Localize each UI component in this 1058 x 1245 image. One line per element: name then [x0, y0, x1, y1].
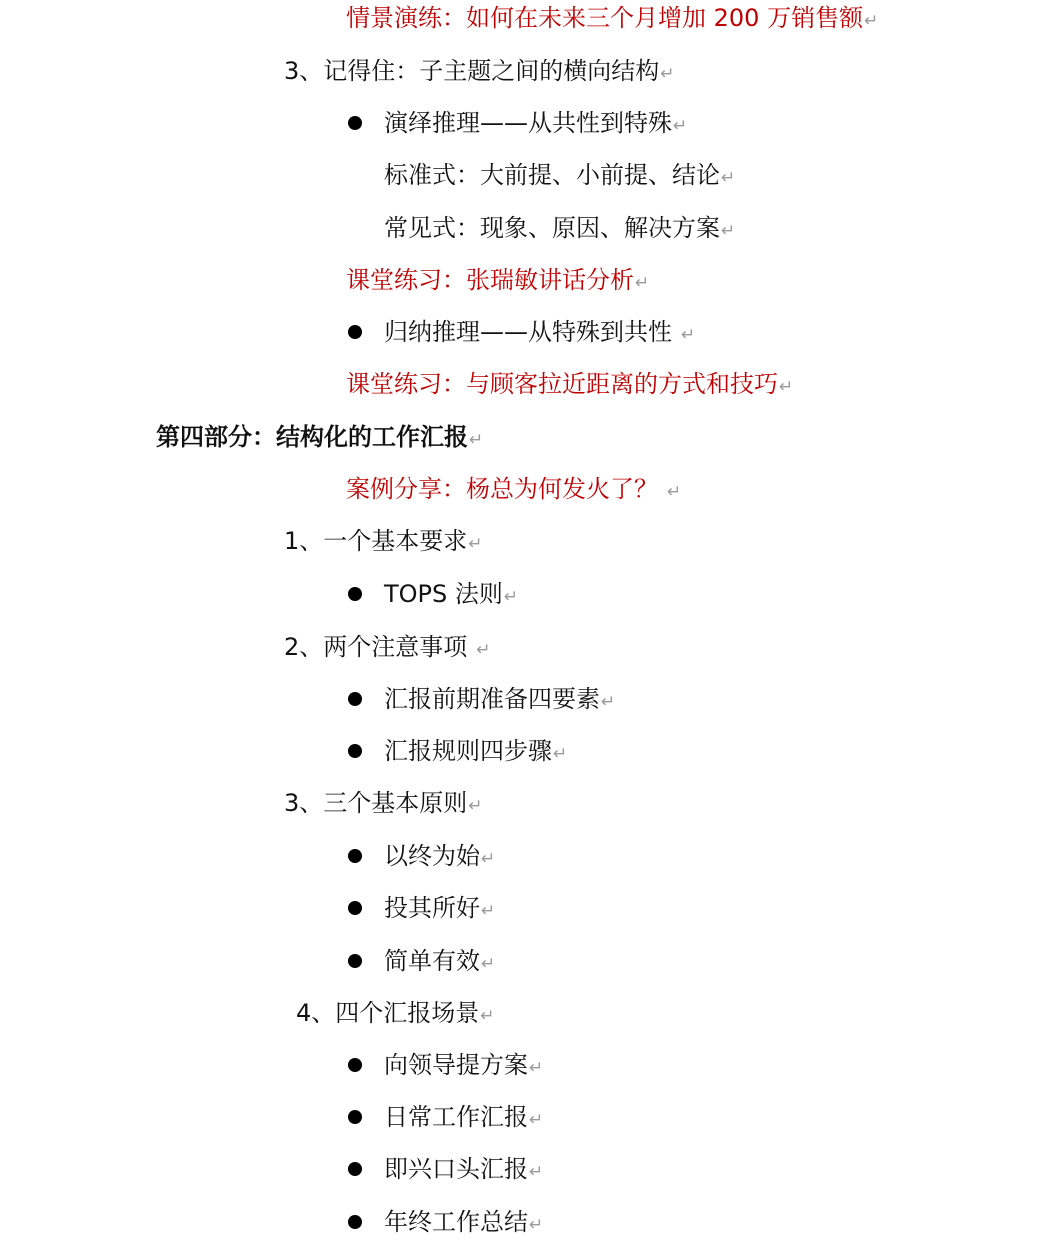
line-text: 投其所好: [384, 894, 480, 922]
paragraph-mark-icon: ↵: [503, 587, 519, 607]
paragraph-mark-icon: ↵: [635, 273, 650, 293]
paragraph-mark-icon: ↵: [529, 1162, 544, 1182]
bullet-item: [0, 836, 1058, 876]
bullet-icon: [348, 1110, 362, 1124]
bullet-item: [0, 941, 1058, 981]
bullet-icon: [348, 325, 362, 339]
line-text: 汇报前期准备四要素: [384, 685, 600, 713]
bullet-item: [0, 1202, 1058, 1242]
paragraph-mark-icon: ↵: [721, 221, 736, 241]
line-text: 归纳推理——从特殊到共性: [384, 318, 672, 346]
section-heading: [284, 521, 483, 561]
paragraph-mark-icon: ↵: [779, 377, 794, 397]
bullet-item: [0, 731, 1058, 771]
bullet-item: [0, 312, 1058, 352]
paragraph-mark-icon: ↵: [468, 534, 483, 554]
part-heading: [156, 417, 483, 457]
line-text: 第四部分：结构化的工作汇报: [156, 423, 468, 451]
paragraph-mark-icon: ↵: [468, 796, 483, 816]
section-heading: [284, 627, 491, 667]
line-text: 4、四个汇报场景: [296, 999, 480, 1027]
line-text: 课堂练习：与顾客拉近距离的方式和技巧: [346, 370, 778, 398]
exercise-line: [346, 364, 793, 404]
paragraph-mark-icon: ↵: [681, 325, 696, 345]
bullet-item: [0, 574, 1058, 614]
line-text: 演绎推理——从共性到特殊: [384, 109, 672, 137]
line-text: TOPS 法则: [384, 580, 503, 608]
sub-item: [384, 208, 735, 248]
line-text: 汇报规则四步骤: [384, 737, 552, 765]
section-heading: [284, 51, 675, 91]
line-text: 2、两个注意事项: [284, 633, 468, 661]
section-heading: [296, 993, 495, 1033]
paragraph-mark-icon: ↵: [721, 168, 736, 188]
paragraph-mark-icon: ↵: [469, 430, 484, 450]
bullet-item: [0, 1097, 1058, 1137]
line-text: 课堂练习：张瑞敏讲话分析: [346, 266, 634, 294]
line-text: 标准式：大前提、小前提、结论: [384, 161, 720, 189]
paragraph-mark-icon: ↵: [667, 482, 682, 502]
line-text: 日常工作汇报: [384, 1103, 528, 1131]
case-line: [346, 469, 681, 509]
bullet-icon: [348, 954, 362, 968]
bullet-item: [0, 1149, 1058, 1189]
bullet-icon: [348, 692, 362, 706]
paragraph-mark-icon: ↵: [529, 1058, 544, 1078]
line-text: 3、三个基本原则: [284, 789, 468, 817]
line-text: 情景演练：如何在未来三个月增加 200 万销售额: [346, 4, 864, 32]
bullet-icon: [348, 587, 362, 601]
paragraph-mark-icon: ↵: [476, 640, 491, 660]
bullet-icon: [348, 744, 362, 758]
bullet-icon: [348, 1162, 362, 1176]
exercise-line: [346, 0, 878, 38]
paragraph-mark-icon: ↵: [481, 849, 496, 869]
line-text: 向领导提方案: [384, 1051, 528, 1079]
paragraph-mark-icon: ↵: [864, 11, 879, 31]
paragraph-mark-icon: ↵: [529, 1215, 544, 1235]
paragraph-mark-icon: ↵: [529, 1110, 544, 1130]
section-heading: [284, 783, 483, 823]
bullet-icon: [348, 116, 362, 130]
paragraph-mark-icon: ↵: [673, 116, 688, 136]
bullet-icon: [348, 1215, 362, 1229]
bullet-item: [0, 103, 1058, 143]
line-text: 案例分享：杨总为何发火了？: [346, 475, 658, 503]
sub-item: [384, 155, 735, 195]
line-text: 即兴口头汇报: [384, 1155, 528, 1183]
paragraph-mark-icon: ↵: [601, 692, 616, 712]
bullet-icon: [348, 901, 362, 915]
line-text: 常见式：现象、原因、解决方案: [384, 214, 720, 242]
exercise-line: [346, 260, 649, 300]
line-text: 1、一个基本要求: [284, 527, 468, 555]
bullet-icon: [348, 849, 362, 863]
paragraph-mark-icon: ↵: [480, 1006, 495, 1026]
line-text: 年终工作总结: [384, 1208, 528, 1236]
paragraph-mark-icon: ↵: [481, 954, 496, 974]
line-text: 简单有效: [384, 947, 480, 975]
line-text: 3、记得住：子主题之间的横向结构: [284, 57, 660, 85]
bullet-item: [0, 1045, 1058, 1085]
bullet-item: [0, 888, 1058, 928]
paragraph-mark-icon: ↵: [481, 901, 496, 921]
line-text: 以终为始: [384, 842, 480, 870]
bullet-icon: [348, 1058, 362, 1072]
paragraph-mark-icon: ↵: [660, 64, 675, 84]
bullet-item: [0, 679, 1058, 719]
paragraph-mark-icon: ↵: [553, 744, 568, 764]
